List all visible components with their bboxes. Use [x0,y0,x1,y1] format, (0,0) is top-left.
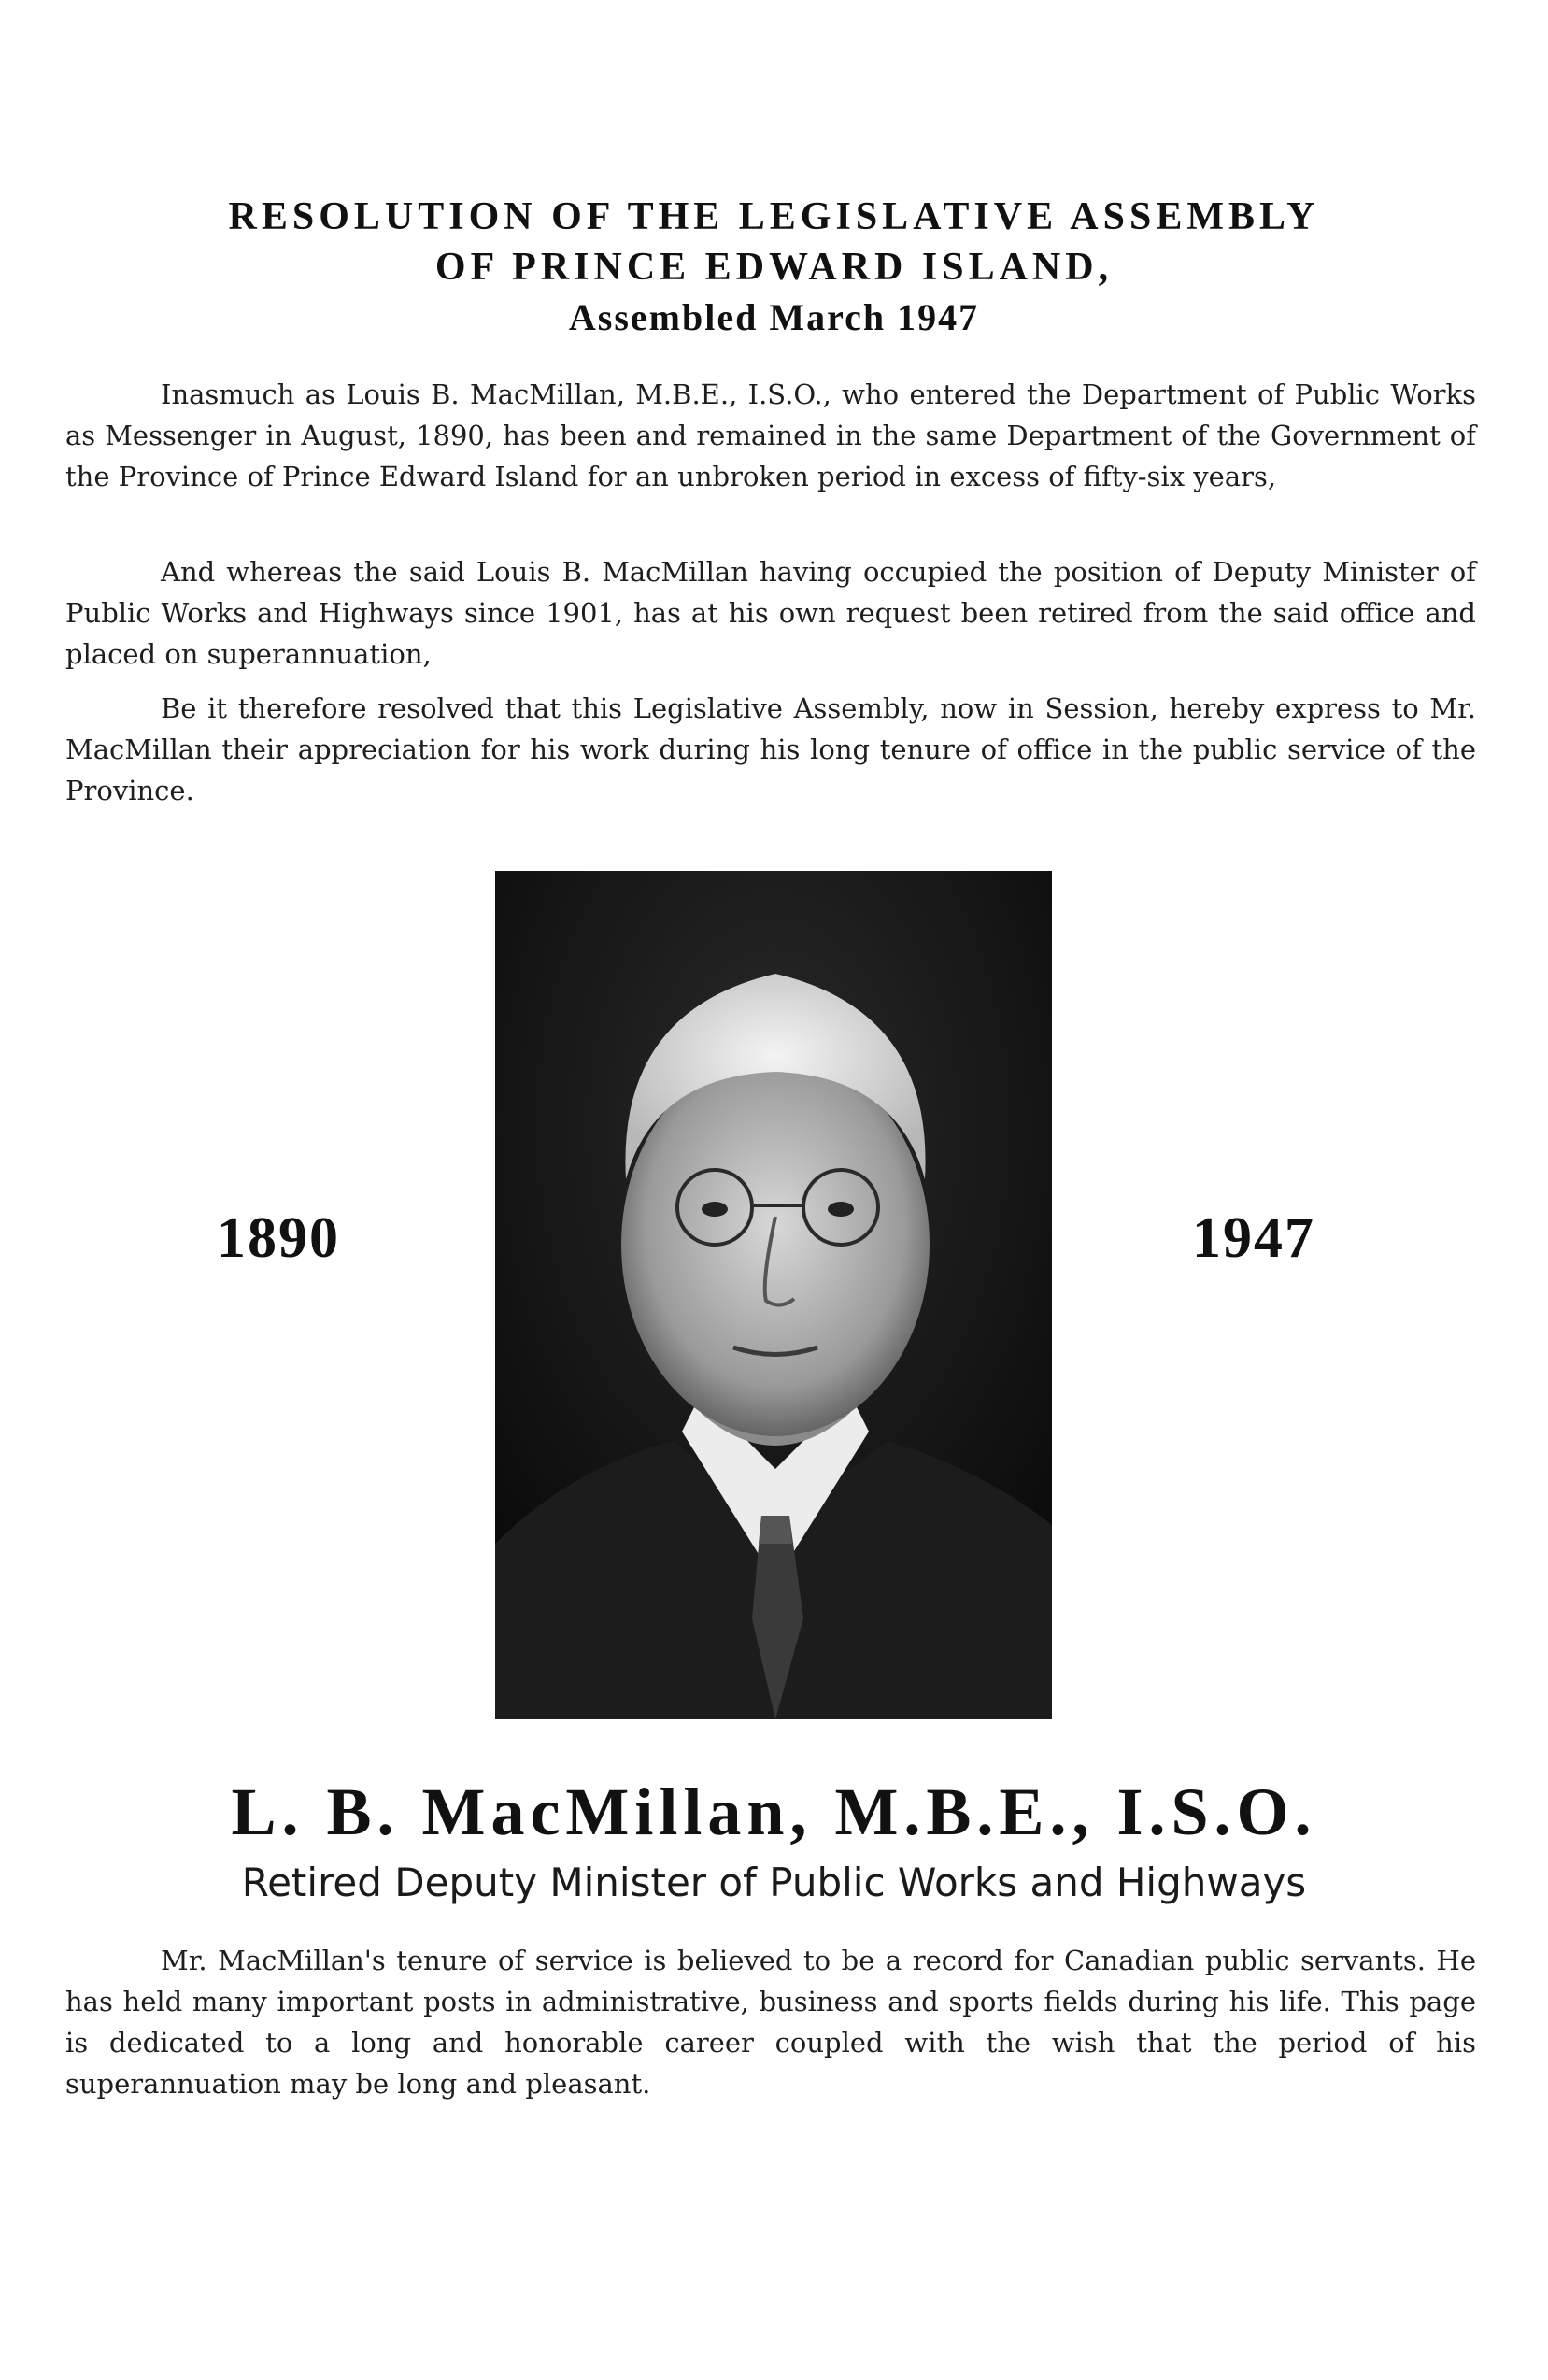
heading-line-1: RESOLUTION OF THE LEGISLATIVE ASSEMBLY [228,195,1320,238]
heading-line-3: Assembled March 1947 [568,296,980,338]
resolution-paragraph-3: Be it therefore resolved that this Legislative Assembly, now in Session, hereby express to Mr. MacMillan their appreciation for his work during his long tenure of office in the public service of the Province. [65,692,1476,806]
honoree-name: L. B. MacMillan, M.B.E., I.S.O. [231,1774,1317,1849]
portrait-photo [495,871,1052,1719]
honoree-title: Retired Deputy Minister of Public Works and Highways [241,1860,1307,1905]
tribute-paragraph: Mr. MacMillan's tenure of service is believed to be a record for Canadian public servants. He has held many important posts in administrative, business and sports fields during his life. This page is dedicated to a long and honorable career coupled with the wish that the period of his superannuation may be long and pleasant. [65,1945,1476,2100]
year-start: 1890 [217,1206,340,1270]
resolution-paragraph-1: Inasmuch as Louis B. MacMillan, M.B.E., I.S.O., who entered the Department of Public Works as Messenger in August, 1890, has been and remained in the same Department of the Government of the Province of Prince Edward Island for an unbroken period in excess of fifty-six years, [65,378,1476,492]
year-end: 1947 [1192,1206,1315,1270]
resolution-paragraph-2: And whereas the said Louis B. MacMillan having occupied the position of Deputy Minister of Public Works and Highways since 1901, has at his own request been retired from the said office and placed on superannuation, [65,556,1476,670]
resolution-heading [93,192,1455,343]
heading-line-2: OF PRINCE EDWARD ISLAND, [434,246,1114,289]
